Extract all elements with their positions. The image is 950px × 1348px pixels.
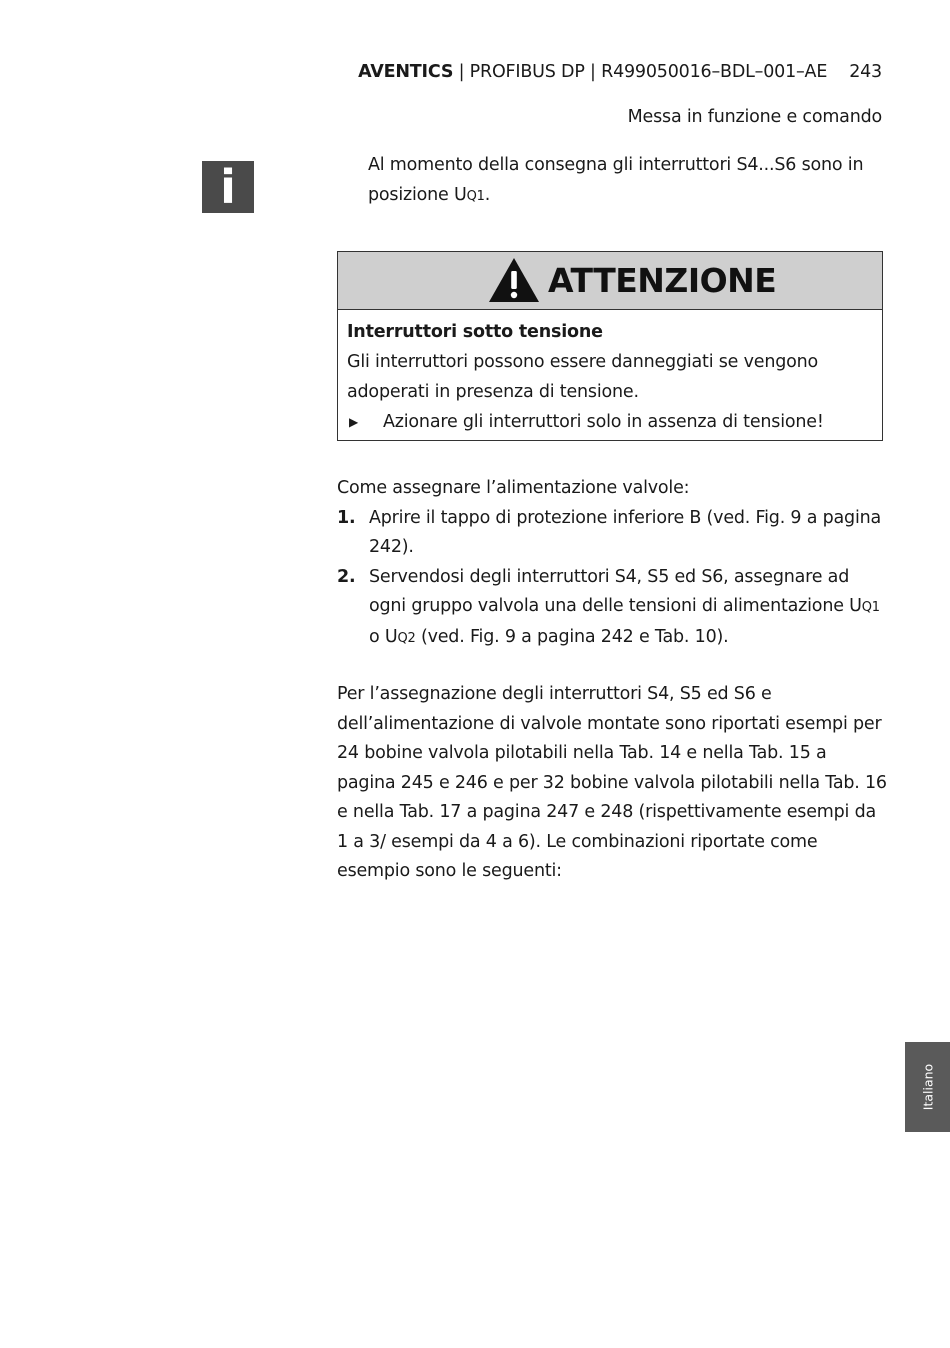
procedure-step [337,563,889,654]
warning-title: ATTENZIONE [548,261,777,300]
step-text: Servendosi degli interruttori S4, S5 ed S6, assegnare ad ogni gruppo valvola una delle tensioni di alimentazione UQ1 o UQ2 (ved. Fig. 9 a pagina 242 e Tab. 10). [369,566,880,647]
bullet-arrow-icon: ▶ [349,415,359,429]
procedure-step [337,504,889,563]
header-separator: | [584,62,602,82]
procedure [337,474,897,653]
warning-body [347,317,877,437]
step-number: 2. [337,566,356,587]
warning-action [347,407,877,437]
info-note-text: Al momento della consegna gli interruttori S4...S6 sono in posizione UQ1. [368,155,864,205]
language-tab [905,1042,950,1132]
page-number: 243 [849,62,882,82]
subscript: Q1 [861,600,880,615]
procedure-intro: Come assegnare l’alimentazione valvole: [337,478,690,498]
warning-header [338,252,882,310]
document-number: R499050016–BDL–001–AE [601,62,828,82]
step-text: Aprire il tappo di protezione inferiore B (ved. Fig. 9 a pagina 242). [369,507,882,557]
info-icon: i [202,161,254,213]
warning-triangle-icon [488,257,540,303]
running-header [300,62,882,82]
header-separator: | [453,62,470,82]
warning-description: Gli interruttori possono essere danneggiati se vengono adoperati in presenza di tensione. [347,352,819,402]
product-name: PROFIBUS DP [469,62,585,82]
section-title: Messa in funzione e comando [627,107,882,127]
warning-action-text: Azionare gli interruttori solo in assenza di tensione! [383,412,824,432]
brand-name: AVENTICS [358,62,454,82]
subscript: Q2 [397,630,416,646]
language-label: Italiano [920,1063,935,1111]
warning-heading: Interruttori sotto tensione [347,322,603,342]
warning-box [337,251,883,441]
step-number: 1. [337,507,356,528]
body-paragraph: Per l’assegnazione degli interruttori S4, S5 ed S6 e dell’alimentazione di valvole montate sono riportati esempi per 24 bobine valvola pilotabili nella Tab. 14 e nella Tab. 15 a pagina 245 e 246 e per 32 bobine valvola pilotabili nella Tab. 16 e nella Tab. 17 a pagina 247 e 248 (rispettivamente esempi da 1 a 3/ esempi da 4 a 6). Le combinazioni riportate come esempio sono le seguenti: [337,684,887,881]
subscript: Q1 [466,189,485,204]
